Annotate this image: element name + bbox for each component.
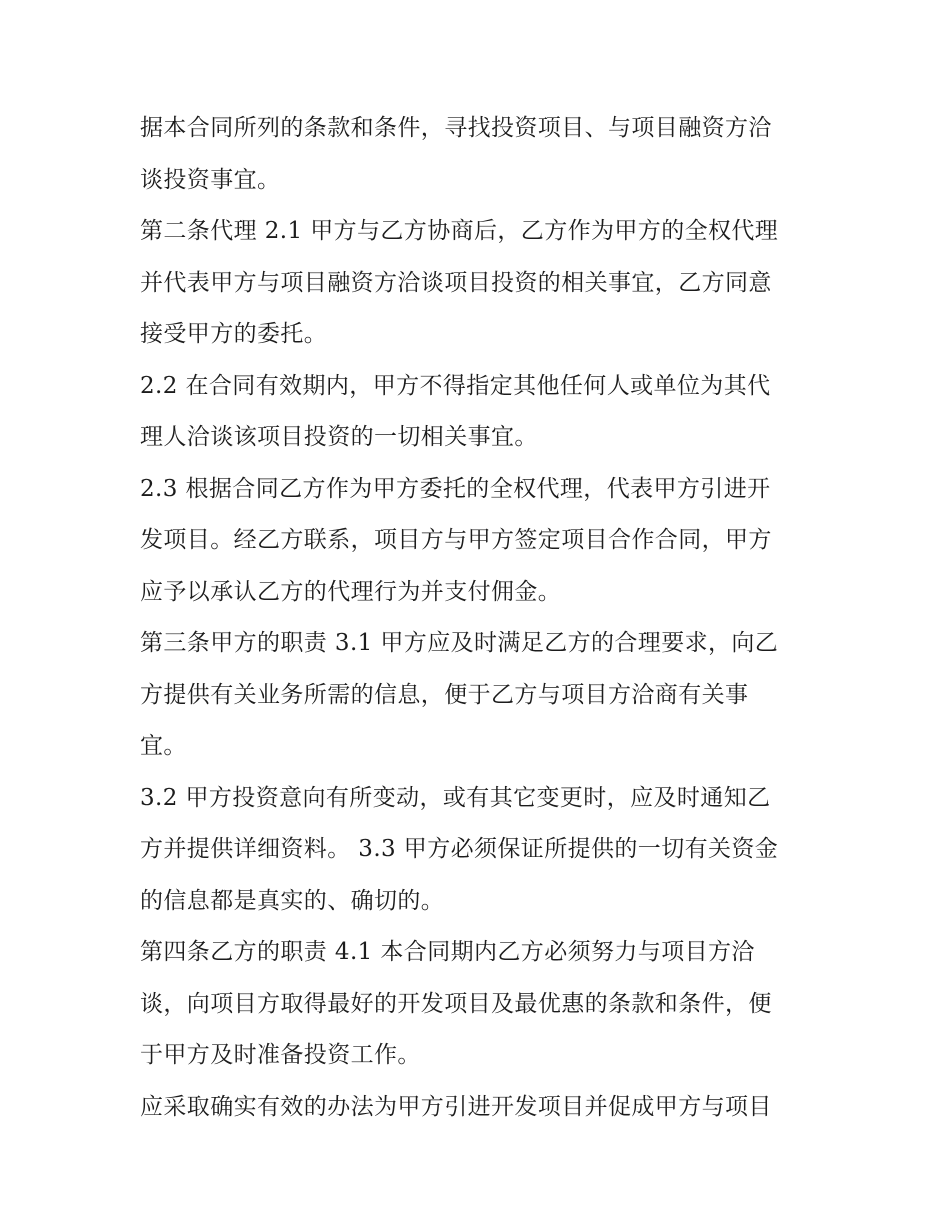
text-line: 据本合同所列的条款和条件，寻找投资项目、与项目融资方洽 — [140, 115, 772, 141]
text-line: 方提供有关业务所需的信息，便于乙方与项目方洽商有关事 — [140, 681, 749, 708]
text-line: 应采取确实有效的办法为甲方引进开发项目并促成甲方与项目 — [140, 1093, 772, 1120]
text-line: 宜。 — [140, 733, 187, 759]
document-body — [140, 103, 820, 1133]
text-line: 应予以承认乙方的代理行为并支付佣金。 — [140, 578, 562, 605]
text-line: 第三条甲方的职责 3.1 甲方应及时满足乙方的合理要求，向乙 — [140, 630, 779, 656]
text-line: 于甲方及时准备投资工作。 — [140, 1042, 421, 1068]
text-line: 2.3 根据合同乙方作为甲方委托的全权代理，代表甲方引进开 — [140, 475, 771, 502]
text-line: 第二条代理 2.1 甲方与乙方协商后，乙方作为甲方的全权代理 — [140, 218, 779, 244]
text-line: 发项目。经乙方联系，项目方与甲方签定项目合作合同，甲方 — [140, 527, 772, 553]
text-line: 并代表甲方与项目融资方洽谈项目投资的相关事宜，乙方同意 — [140, 269, 772, 296]
text-line: 2.2 在合同有效期内，甲方不得指定其他任何人或单位为其代 — [140, 372, 771, 399]
text-line: 3.2 甲方投资意向有所变动，或有其它变更时，应及时通知乙 — [140, 784, 771, 811]
text-line: 理人洽谈该项目投资的一切相关事宜。 — [140, 424, 538, 450]
text-line: 谈投资事宜。 — [140, 166, 281, 193]
text-line: 的信息都是真实的、确切的。 — [140, 887, 445, 914]
text-line: 谈，向项目方取得最好的开发项目及最优惠的条款和条件，便 — [140, 990, 772, 1017]
text-line: 第四条乙方的职责 4.1 本合同期内乙方必须努力与项目方洽 — [140, 939, 755, 965]
text-line: 接受甲方的委托。 — [140, 321, 328, 347]
text-line: 方并提供详细资料。 3.3 甲方必须保证所提供的一切有关资金 — [140, 836, 779, 862]
